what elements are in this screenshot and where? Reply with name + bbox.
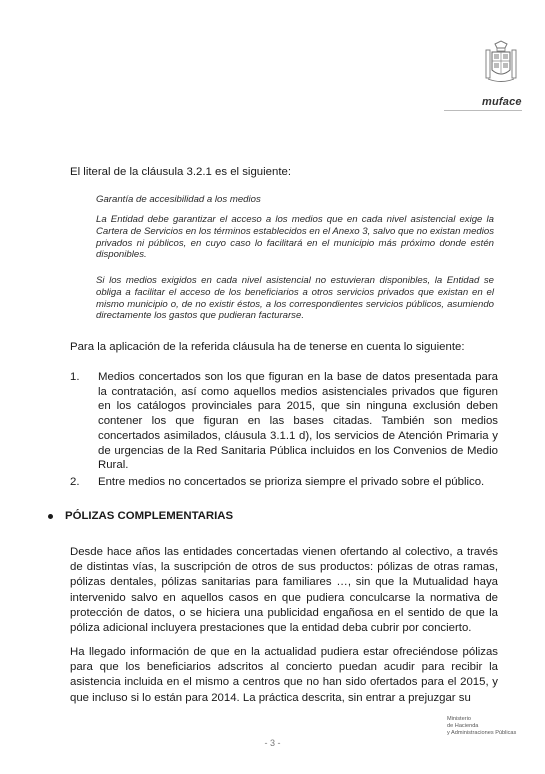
spanish-coat-of-arms-icon	[484, 40, 518, 84]
list-item-text: Entre medios no concertados se prioriza siempre el privado sobre el público.	[98, 475, 485, 488]
paragraph-polizas-2: Ha llegado información de que en la actualidad pudiera estar ofreciéndose pólizas para que los beneficiarios adscritos al concierto puedan acudir para recibir la asistencia incluida en el mismo a centros que no han sido ofertados para el 2015, y que incluso si lo están para 2014. La práctica descrita, sin entrar a prejuzgar su	[70, 646, 498, 704]
header-divider	[444, 110, 522, 111]
section-heading	[48, 510, 233, 522]
list-item-number: 2.	[70, 475, 80, 488]
bullet-icon	[48, 514, 53, 519]
page-number: - 3 -	[264, 738, 281, 748]
list-item	[70, 370, 498, 473]
intro-text: El literal de la cláusula 3.2.1 es el siguiente:	[70, 166, 291, 178]
list-item	[70, 475, 498, 490]
paragraph-polizas-1: Desde hace años las entidades concertadas vienen ofertando al colectivo, a través de distintas vías, la suscripción de otros de sus productos: pólizas de otras ramas, pólizas dentales, pólizas sanitarias para familiares …, sin que la Mutualidad haya intervenido salvo en aquellos casos en que pudiera conculcarse la normativa de protección de datos, o se hiciera una publicidad engañosa en el sentido de que la póliza adicional incluyera prestaciones que la entidad deba cubrir por concierto.	[70, 546, 498, 635]
quote-title: Garantía de accesibilidad a los medios	[96, 194, 261, 205]
application-intro: Para la aplicación de la referida cláusula ha de tenerse en cuenta lo siguiente:	[70, 341, 465, 353]
muface-logo: muface	[482, 96, 522, 108]
list-item-text: Medios concertados son los que figuran en la base de datos presentada para la contratación, así como aquellos medios asistenciales privados que figuren en los catálogos provinciales para 2015, que sin ninguna exclusión deben contener los que figuran en las bases citadas. También son medios concertados asimilados, cláusula 3.1.1 d), los servicios de Atención Primaria y de urgencias de la Red Sanitaria Pública incluidos en los Convenios de Medio Rural.	[98, 371, 498, 472]
numbered-list	[70, 370, 498, 490]
ministry-footnote: Ministerio de Hacienda y Administraciones Públicas	[447, 716, 517, 736]
section-title: PÓLIZAS COMPLEMENTARIAS	[65, 510, 234, 522]
quote-paragraph-1: La Entidad debe garantizar el acceso a los medios que en cada nivel asistencial exige la Cartera de Servicios en los términos establecidos en el Anexo 3, salvo que no existan medios privados ni públicos, en cuyo caso lo facilitará en el municipio más próximo donde estén disponibles.	[96, 214, 494, 261]
list-item-number: 1.	[70, 371, 80, 383]
quote-paragraph-2: Si los medios exigidos en cada nivel asistencial no estuvieran disponibles, la Entidad se obliga a facilitar el acceso de los beneficiarios a otros servicios privados que existan en el mismo municipio o, de no existir éstos, a los correspondientes servicios públicos, asumiendo directamente los gastos que pudieran facturarse.	[96, 275, 494, 322]
